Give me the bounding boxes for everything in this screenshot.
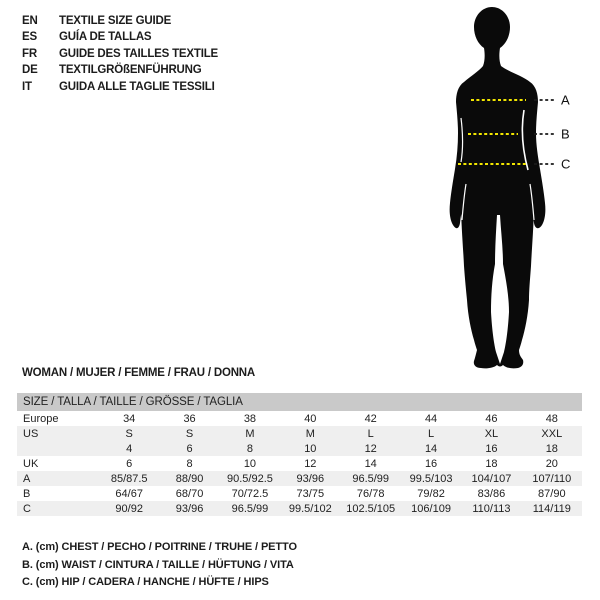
table-header-row: [17, 393, 582, 411]
cell: 90/92: [99, 501, 159, 516]
cell: 14: [401, 441, 461, 456]
cell: 34: [123, 412, 136, 425]
cell: 12: [341, 441, 401, 456]
lang-row-en: [22, 13, 218, 29]
cell: L: [341, 426, 401, 441]
lang-row-de: [22, 62, 218, 78]
table-row-europe: [17, 411, 582, 426]
cell: 48: [545, 412, 558, 425]
row-label: B: [23, 487, 31, 500]
cell: 42: [364, 412, 377, 425]
cell: 87/90: [538, 487, 566, 500]
cell: 83/86: [477, 487, 506, 500]
lang-code: ES: [22, 31, 37, 44]
cell: 96.5/99: [220, 501, 280, 516]
table-row-us-numeric: [17, 441, 582, 456]
row-label: Europe: [23, 412, 59, 425]
table-header-cell: SIZE / TALLA / TAILLE / GRÖSSE / TAGLIA: [17, 393, 582, 411]
lang-row-fr: [22, 46, 218, 62]
cell: M: [220, 426, 280, 441]
size-table: [17, 393, 582, 516]
measurement-legend: [22, 539, 297, 592]
lang-code: FR: [22, 47, 37, 60]
cell: 20: [545, 457, 558, 470]
cell: L: [401, 426, 461, 441]
table-row-waist: [17, 486, 582, 501]
cell: 106/109: [401, 501, 461, 516]
lang-label: GUIDE DES TAILLES TEXTILE: [59, 47, 218, 60]
cell: 88/90: [159, 471, 219, 486]
row-label: A: [17, 471, 99, 486]
cell: 76/78: [356, 487, 385, 500]
cell: 93/96: [159, 501, 219, 516]
cell: S: [159, 426, 219, 441]
legend-line-hip: C. (cm) HIP / CADERA / HANCHE / HÜFTE / HIPS: [22, 576, 269, 589]
marker-b-label: B: [561, 126, 570, 142]
cell: 114/119: [522, 501, 582, 516]
lang-label: TEXTILE SIZE GUIDE: [59, 15, 172, 27]
cell: 44: [424, 412, 438, 425]
marker-a-label: A: [561, 92, 570, 108]
cell: 68/70: [175, 487, 204, 500]
cell: 93/96: [280, 471, 340, 486]
marker-c-label: C: [561, 156, 571, 172]
cell: 38: [243, 412, 257, 425]
lang-code: EN: [22, 15, 38, 27]
cell: 85/87.5: [99, 471, 159, 486]
lang-code: DE: [22, 64, 38, 77]
measurement-figure: [430, 0, 600, 380]
cell: 10: [280, 441, 340, 456]
cell: 12: [304, 457, 317, 470]
lang-code: IT: [22, 80, 32, 93]
lang-row-es: [22, 29, 218, 45]
table-row-chest: [17, 471, 582, 486]
legend-line-chest: A. (cm) CHEST / PECHO / POITRINE / TRUHE / PETTO: [22, 541, 297, 553]
cell: 16: [424, 457, 438, 470]
cell: S: [99, 426, 159, 441]
legend-line-waist: B. (cm) WAIST / CINTURA / TAILLE / HÜFTUNG / VITA: [22, 558, 294, 571]
cell: 6: [159, 441, 219, 456]
lang-label: GUÍA DE TALLAS: [59, 31, 152, 44]
cell: 102.5/105: [341, 501, 401, 516]
cell: 70/72.5: [231, 487, 269, 500]
cell: 40: [304, 412, 317, 425]
cell: 73/75: [296, 487, 325, 500]
table-row-uk: [17, 456, 582, 471]
cell: 107/110: [522, 471, 582, 486]
lang-row-it: [22, 79, 218, 95]
table-row-us: [17, 426, 582, 441]
cell: 18: [522, 441, 582, 456]
cell: 79/82: [417, 487, 445, 500]
cell: XL: [461, 426, 521, 441]
cell: 46: [485, 412, 498, 425]
cell: 8: [220, 441, 280, 456]
row-label: C: [17, 501, 99, 516]
language-title-block: [22, 13, 218, 95]
cell: XXL: [522, 426, 582, 441]
cell: 4: [99, 441, 159, 456]
cell: M: [280, 426, 340, 441]
table-row-hip: [17, 501, 582, 516]
cell: 36: [183, 412, 196, 425]
row-label: UK: [23, 457, 39, 470]
cell: 6: [126, 457, 133, 470]
lang-label: TEXTILGRÖßENFÜHRUNG: [59, 64, 202, 77]
cell: 10: [243, 457, 257, 470]
cell: 110/113: [461, 501, 521, 516]
row-label: [17, 441, 99, 456]
cell: 64/67: [115, 487, 143, 500]
lang-label: GUIDA ALLE TAGLIE TESSILI: [59, 80, 215, 93]
cell: 16: [461, 441, 521, 456]
cell: 18: [485, 457, 498, 470]
table-group-title: WOMAN / MUJER / FEMME / FRAU / DONNA: [22, 367, 256, 379]
cell: 99.5/103: [401, 471, 461, 486]
cell: 14: [364, 457, 377, 470]
cell: 96.5/99: [341, 471, 401, 486]
cell: 90.5/92.5: [220, 471, 280, 486]
silhouette-svg: [430, 0, 600, 380]
cell: 8: [186, 457, 193, 470]
cell: 99.5/102: [280, 501, 340, 516]
cell: 104/107: [461, 471, 521, 486]
row-label: US: [17, 426, 99, 441]
